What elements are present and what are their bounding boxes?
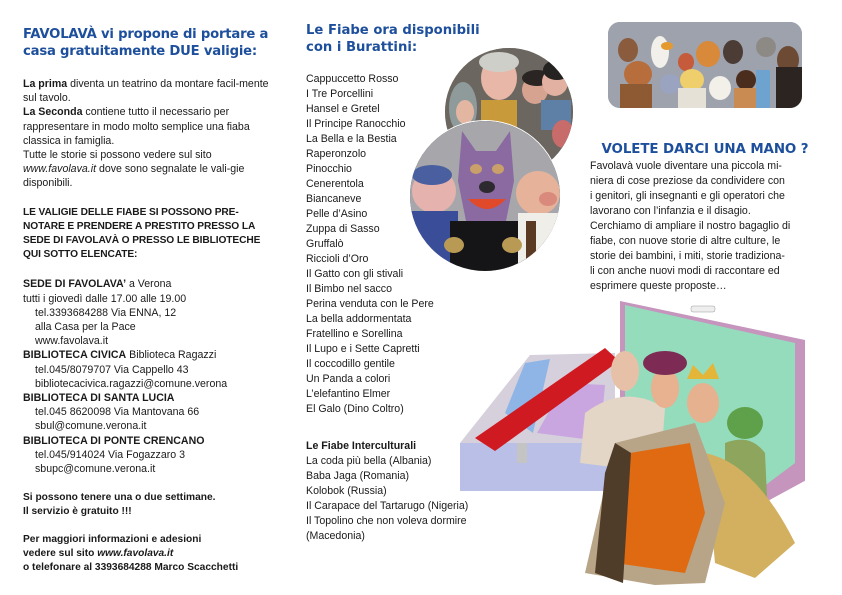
help-body-line: fiabe, con nuove storie di altre culture, le bbox=[590, 235, 781, 247]
contact-line: o telefonare al 3393684288 Marco Scacchetti bbox=[23, 561, 239, 573]
intercultural-item: Il Topolino che non voleva dormire bbox=[306, 515, 467, 527]
intercultural-item: Il Carapace del Tartarugo (Nigeria) bbox=[306, 500, 469, 512]
location-email[interactable]: sbul@comune.verona.it bbox=[35, 420, 147, 433]
prima-text: diventa un teatrino da montare facil-mente sul tavolo. bbox=[23, 78, 269, 105]
storie-text-2: dove sono segnalate le vali-gie disponibili. bbox=[23, 163, 245, 190]
intercultural-item: Kolobok (Russia) bbox=[306, 485, 387, 497]
intercultural-item: La coda più bella (Albania) bbox=[306, 455, 432, 467]
intercultural-title: Le Fiabe Interculturali bbox=[306, 440, 417, 452]
intercultural-item: Baba Jaga (Romania) bbox=[306, 470, 410, 482]
free-service-line: Il servizio è gratuito !!! bbox=[23, 505, 132, 517]
location-phone: tel.3393684288 Via ENNA, 12 bbox=[35, 306, 177, 319]
location-ponte-crencano bbox=[23, 434, 273, 477]
fiaba-item: Biancaneve bbox=[306, 193, 362, 205]
storie-text: Tutte le storie si possono vedere sul sito bbox=[23, 149, 212, 162]
fiaba-item: Raperonzolo bbox=[306, 148, 367, 160]
help-body-line: Cerchiamo di ampliare il nostro bagaglio di bbox=[590, 220, 791, 232]
help-body bbox=[590, 159, 820, 294]
loan-duration bbox=[23, 491, 273, 518]
main-title: FAVOLAVÀ vi propone di portare a casa gratuitamente DUE valigie: bbox=[23, 27, 269, 59]
fiaba-item: Il Bimbo nel sacco bbox=[306, 283, 392, 295]
fiaba-item: Cenerentola bbox=[306, 178, 364, 190]
location-website[interactable]: www.favolava.it bbox=[35, 335, 109, 348]
fiaba-item: Pelle d’Asino bbox=[306, 208, 368, 220]
location-santa-lucia bbox=[23, 391, 273, 434]
help-body-line: esprimere queste proposte… bbox=[590, 280, 727, 292]
fiaba-item: Pinocchio bbox=[306, 163, 352, 175]
prima-label: La prima bbox=[23, 78, 68, 90]
fiaba-item: Perina venduta con le Pere bbox=[306, 298, 434, 310]
location-address: alla Casa per la Pace bbox=[35, 321, 136, 334]
locations-list bbox=[23, 277, 273, 476]
location-email[interactable]: sbupc@comune.verona.it bbox=[35, 463, 156, 476]
info-line: vedere sul sito bbox=[23, 548, 98, 560]
location-biblioteca-civica bbox=[23, 348, 273, 391]
fiabe-title-line: Le Fiabe ora disponibili bbox=[306, 23, 480, 38]
fiaba-item: L’elefantino Elmer bbox=[306, 388, 391, 400]
fiaba-item: Cappuccetto Rosso bbox=[306, 73, 399, 85]
fiaba-item: Il Gatto con gli stivali bbox=[306, 268, 404, 280]
help-title: VOLETE DARCI UNA MANO ? bbox=[601, 142, 809, 157]
fiabe-title bbox=[306, 22, 506, 56]
fiaba-item: Gruffalò bbox=[306, 238, 344, 250]
seconda-label: La Seconda bbox=[23, 106, 83, 119]
location-hours: tutti i giovedì dalle 17.00 alle 19.00 bbox=[23, 292, 187, 305]
intercultural-item: (Macedonia) bbox=[306, 530, 365, 542]
fiaba-item: Hansel e Gretel bbox=[306, 103, 380, 115]
intro-paragraph bbox=[23, 77, 273, 191]
info-paragraph bbox=[23, 533, 273, 574]
fiaba-item: Il coccodillo gentile bbox=[306, 358, 395, 370]
website-link[interactable]: www.favolava.it bbox=[97, 548, 174, 560]
booking-notice: LE VALIGIE DELLE FIABE SI POSSONO PRE-NOTARE E PRENDERE A PRESTITO PRESSO LA SEDE DI FAVOLAVÀ O PRESSO LE BIBLIOTECHE QUI SOTTO ELENCATE: bbox=[23, 206, 261, 261]
location-name: BIBLIOTECA DI PONTE CRENCANO bbox=[23, 434, 205, 447]
fiaba-item: I Tre Porcellini bbox=[306, 88, 374, 100]
help-body-line: Favolavà vuole diventare una piccola mi- bbox=[590, 160, 782, 172]
fiaba-item: Il Principe Ranocchio bbox=[306, 118, 406, 130]
fiabe-title-line: con i Burattini: bbox=[306, 40, 418, 55]
help-body-line: niera di cose preziose da condividere con bbox=[590, 175, 785, 187]
fiaba-item: Un Panda a colori bbox=[306, 373, 391, 385]
loan-duration-line: Si possono tenere una o due settimane. bbox=[23, 492, 216, 504]
fiaba-item: Il Lupo e i Sette Capretti bbox=[306, 343, 420, 355]
location-sede bbox=[23, 277, 273, 348]
location-suffix: a Verona bbox=[126, 278, 172, 291]
puppets-group-photo bbox=[608, 22, 802, 108]
fiaba-item: Fratellino e Sorellina bbox=[306, 328, 403, 340]
website-link[interactable]: www.favolava.it bbox=[23, 163, 97, 176]
help-body-line: li con anche nuovi modi di raccontare ed bbox=[590, 265, 780, 277]
location-phone: tel.045/914024 Via Fogazzaro 3 bbox=[35, 448, 185, 461]
help-body-line: lavorano con l’infanzia e il disagio. bbox=[590, 205, 751, 217]
left-column bbox=[23, 26, 273, 574]
location-name: BIBLIOTECA DI SANTA LUCIA bbox=[23, 392, 175, 405]
info-line: Per maggiori informazioni e adesioni bbox=[23, 534, 202, 546]
location-phone: tel.045/8079707 Via Cappello 43 bbox=[35, 363, 189, 376]
help-body-line: storie dei bambini, i miti, storie tradiziona- bbox=[590, 250, 785, 262]
fiaba-item: Riccioli d’Oro bbox=[306, 253, 369, 265]
seconda-text: contiene tutto il necessario per rappresentare in modo molto semplice una fiaba classica in famiglia. bbox=[23, 106, 250, 147]
location-phone: tel.045 8620098 Via Mantovana 66 bbox=[35, 406, 200, 419]
puppet-suitcase-photo bbox=[455, 293, 805, 588]
right-column bbox=[590, 142, 820, 294]
fiaba-item: Zuppa di Sasso bbox=[306, 223, 380, 235]
fiaba-item: El Galo (Dino Coltro) bbox=[306, 403, 404, 415]
location-email[interactable]: bibliotecacivica.ragazzi@comune.verona bbox=[35, 377, 228, 390]
fiaba-item: La bella addormentata bbox=[306, 313, 412, 325]
wolf-and-pigs-circle-photo bbox=[409, 120, 561, 272]
fiaba-item: La Bella e la Bestia bbox=[306, 133, 397, 145]
location-suffix: Biblioteca Ragazzi bbox=[126, 349, 217, 362]
location-name: BIBLIOTECA CIVICA bbox=[23, 349, 127, 362]
help-body-line: i genitori, gli insegnanti e gli operatori che bbox=[590, 190, 785, 202]
location-name: SEDE DI FAVOLAVA’ bbox=[23, 278, 127, 291]
